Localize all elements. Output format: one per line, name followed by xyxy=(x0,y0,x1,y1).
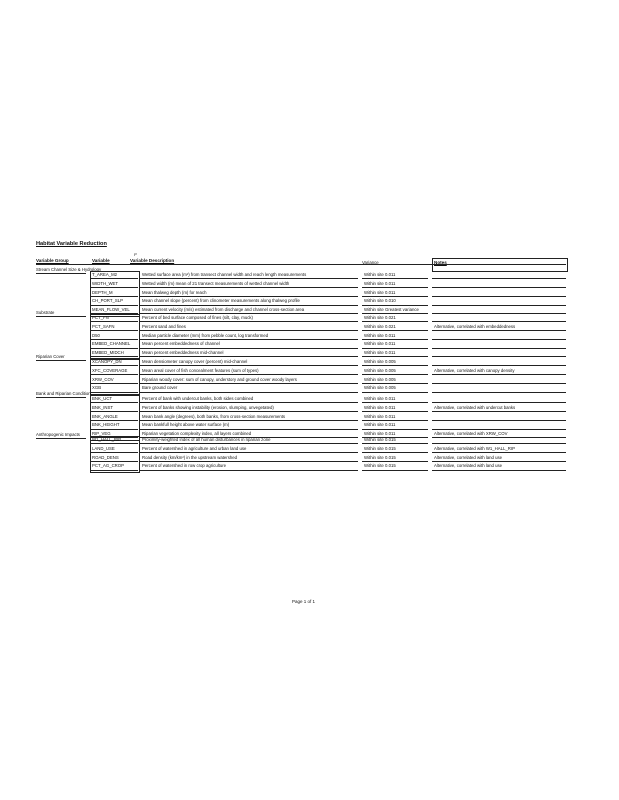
row-rule xyxy=(362,402,428,403)
variable-code: PCT_AG_CROP xyxy=(92,463,124,469)
variable-description: Wetted surface area (m²) from transect channel width and reach length measurements xyxy=(142,272,307,277)
variable-code: T_AREA_M2 xyxy=(92,272,118,277)
variable-description: Bare ground cover xyxy=(142,385,178,391)
variable-code: WIDTH_WET xyxy=(92,280,119,286)
variable-description: Percent of watershed in agriculture and urban land use xyxy=(142,445,247,451)
group-heading: Substrate xyxy=(36,310,55,315)
row-rule xyxy=(432,356,566,357)
row-rule xyxy=(140,402,358,403)
header-variance: Variance xyxy=(362,260,379,265)
row-note: Alternative, correlated with land use xyxy=(434,454,503,460)
variance-value: Within site 0.005 xyxy=(364,359,396,364)
variable-code: PCT_SAFN xyxy=(92,323,115,329)
variable-code: MEAN_FLOW_VEL xyxy=(92,307,130,313)
row-rule xyxy=(362,383,428,384)
group-heading: Stream Channel Size & Hydrology xyxy=(36,267,102,272)
document-title: Habitat Variable Reduction xyxy=(36,241,107,247)
group-heading: Bank and Riparian Condition xyxy=(36,391,91,396)
row-rule xyxy=(432,383,566,384)
variance-value: Within site 0.005 xyxy=(364,385,396,391)
row-rule xyxy=(432,420,566,421)
row-rule xyxy=(362,420,428,421)
row-note: Alternative, correlated with land use xyxy=(434,463,503,469)
row-rule xyxy=(362,330,428,331)
row-rule xyxy=(432,305,566,306)
variable-description: Mean densiometer canopy cover (percent) mid-channel xyxy=(142,359,248,364)
variable-description: Riparian vegetation complexity index, all layers combined xyxy=(142,431,252,437)
variance-value: Within site 0.011 xyxy=(364,404,396,410)
row-rule xyxy=(432,452,566,453)
row-rule xyxy=(362,305,428,306)
variance-value: Within site Greatest variance xyxy=(364,307,419,313)
row-rule xyxy=(432,429,566,430)
variance-value: Within site 0.011 xyxy=(364,413,396,419)
variable-code: XFC_COVERAGE xyxy=(92,367,128,373)
row-rule xyxy=(432,443,566,444)
variable-description: Proximity-weighted index of all human disturbances in riparian zone xyxy=(142,437,271,442)
variance-value: Within site 0.011 xyxy=(364,350,396,356)
row-rule xyxy=(140,278,358,279)
row-rule xyxy=(432,287,566,288)
variance-value: Within site 0.021 xyxy=(364,323,396,329)
group-box xyxy=(90,358,140,395)
row-rule xyxy=(362,321,428,322)
header-r2: r² xyxy=(134,252,137,257)
variable-description: Mean percent embeddedness mid-channel xyxy=(142,350,224,356)
row-rule xyxy=(432,296,566,297)
variable-description: Percent of banks showing instability (erosion, slumping, unvegetated) xyxy=(142,404,274,410)
row-rule xyxy=(140,452,358,453)
variable-description: Road density (km/km²) in the upstream watershed xyxy=(142,454,238,460)
variance-value: Within site 0.005 xyxy=(364,367,396,373)
variance-value: Within site 0.015 xyxy=(364,454,396,460)
variance-value: Within site 0.010 xyxy=(364,298,396,304)
group-box xyxy=(90,436,140,473)
group-box xyxy=(90,395,140,441)
variance-value: Within site 0.015 xyxy=(364,463,396,469)
row-rule xyxy=(362,278,428,279)
variable-code: BNK_HEIGHT xyxy=(92,422,120,428)
row-note: Alternative, correlated with embeddedness xyxy=(434,323,516,329)
variable-code: W1_HALL_RIP xyxy=(92,437,122,442)
row-rule xyxy=(140,365,358,366)
group-box xyxy=(90,271,140,317)
variance-value: Within site 0.011 xyxy=(364,272,396,277)
row-rule xyxy=(362,443,428,444)
variable-description: Mean bankfull height above water surface (m) xyxy=(142,422,230,428)
variance-value: Within site 0.011 xyxy=(364,396,396,401)
variable-code: EMBED_CHANNEL xyxy=(92,341,131,347)
variable-description: Mean current velocity (m/s) estimated from discharge and channel cross-section area xyxy=(142,307,305,313)
row-rule xyxy=(362,470,428,471)
group-rule xyxy=(36,273,86,274)
variable-code: PCT_FN xyxy=(92,315,109,320)
group-heading: Riparian Cover xyxy=(36,354,65,359)
variable-code: DEPTH_M xyxy=(92,289,113,295)
group-box xyxy=(90,314,140,360)
row-note: Alternative, correlated with canopy density xyxy=(434,367,515,373)
variance-value: Within site 0.011 xyxy=(364,422,396,428)
variable-code: D50 xyxy=(92,332,100,338)
variable-description: Percent of watershed in row crop agriculture xyxy=(142,463,227,469)
row-rule xyxy=(432,313,566,314)
row-rule xyxy=(140,470,358,471)
row-rule xyxy=(140,339,358,340)
variable-code: XRW_COV xyxy=(92,376,114,382)
variable-description: Mean channel slope (percent) from clinometer measurements along thalweg profile xyxy=(142,298,300,304)
variable-description: Mean thalweg depth (m) for reach xyxy=(142,289,207,295)
row-rule xyxy=(362,374,428,375)
row-rule xyxy=(432,392,566,393)
row-rule xyxy=(362,356,428,357)
variable-code: ROAD_DENS xyxy=(92,454,119,460)
row-note: Alternative, correlated with XRW_COV xyxy=(434,431,508,437)
page-footer: Page 1 of 1 xyxy=(292,599,316,604)
variable-description: Median particle diameter (mm) from pebble count, log transformed xyxy=(142,332,269,338)
row-rule xyxy=(432,461,566,462)
row-rule xyxy=(140,296,358,297)
variance-value: Within site 0.015 xyxy=(364,437,396,442)
variable-code: CH_PORT_SLP xyxy=(92,298,123,304)
row-rule xyxy=(140,429,358,430)
group-rule xyxy=(36,316,86,317)
variance-value: Within site 0.015 xyxy=(364,445,396,451)
variable-code: LAND_USE xyxy=(92,445,115,451)
row-rule xyxy=(362,339,428,340)
row-rule xyxy=(432,321,566,322)
row-rule xyxy=(140,374,358,375)
row-rule xyxy=(432,437,566,438)
row-rule xyxy=(140,420,358,421)
header-group: Variable Group xyxy=(36,258,69,263)
variable-code: RIP_VEG xyxy=(92,431,111,437)
group-rule xyxy=(36,397,86,398)
row-rule xyxy=(432,278,566,279)
variable-description: Percent of bed surface composed of fines (silt, clay, muck) xyxy=(142,315,253,320)
group-rule xyxy=(36,360,86,361)
group-rule xyxy=(36,438,86,439)
variable-description: Wetted width (m) mean of 21 transect measurements of wetted channel width xyxy=(142,280,290,286)
row-rule xyxy=(362,429,428,430)
row-note: Alternative, correlated with undercut banks xyxy=(434,404,516,410)
row-rule xyxy=(140,443,358,444)
row-rule xyxy=(432,374,566,375)
variable-description: Mean areal cover of fish concealment features (sum of types) xyxy=(142,367,259,373)
row-rule xyxy=(140,411,358,412)
header-notes: Notes xyxy=(434,260,447,265)
row-rule xyxy=(362,365,428,366)
variable-description: Percent of bank with undercut banks, both sides combined xyxy=(142,396,254,401)
row-rule xyxy=(432,348,566,349)
variable-code: BNK_INST xyxy=(92,404,114,410)
row-rule xyxy=(362,287,428,288)
row-rule xyxy=(140,392,358,393)
variance-value: Within site 0.005 xyxy=(364,376,396,382)
row-rule xyxy=(140,305,358,306)
row-rule xyxy=(432,365,566,366)
variable-description: Percent sand and fines xyxy=(142,323,186,329)
row-rule xyxy=(140,383,358,384)
variable-code: BNK_UCT xyxy=(92,396,113,401)
row-rule xyxy=(362,296,428,297)
variable-code: BNK_ANGLE xyxy=(92,413,118,419)
row-rule xyxy=(432,330,566,331)
notes-header-box xyxy=(432,258,568,272)
row-rule xyxy=(140,330,358,331)
variance-value: Within site 0.011 xyxy=(364,280,396,286)
variable-code: XGB xyxy=(92,385,102,391)
row-rule xyxy=(432,402,566,403)
variance-value: Within site 0.011 xyxy=(364,431,396,437)
row-rule xyxy=(362,452,428,453)
row-rule xyxy=(140,321,358,322)
group-heading: Anthropogenic Impacts xyxy=(36,432,80,437)
variance-value: Within site 0.011 xyxy=(364,289,396,295)
row-note: Alternative, correlated with W1_HALL_RIP xyxy=(434,445,515,451)
variable-description: Riparian woody cover: sum of canopy, understory and ground cover woody layers xyxy=(142,376,297,382)
row-rule xyxy=(140,287,358,288)
variable-code: XCANOPY_DN xyxy=(92,359,122,364)
variance-value: Within site 0.011 xyxy=(364,341,396,347)
variable-description: Mean percent embeddedness of channel xyxy=(142,341,220,347)
row-rule xyxy=(362,461,428,462)
row-rule xyxy=(140,348,358,349)
header-variable: Variable xyxy=(92,258,110,263)
row-rule xyxy=(362,411,428,412)
row-rule xyxy=(140,356,358,357)
variance-value: Within site 0.011 xyxy=(364,332,396,338)
variable-description: Mean bank angle (degrees), both banks, from cross-section measurements xyxy=(142,413,286,419)
variance-value: Within site 0.021 xyxy=(364,315,396,320)
row-rule xyxy=(362,348,428,349)
row-rule xyxy=(432,470,566,471)
row-rule xyxy=(432,411,566,412)
row-rule xyxy=(140,461,358,462)
row-rule xyxy=(362,392,428,393)
header-description: Variable Description xyxy=(130,258,175,263)
variable-code: EMBED_MIDCH xyxy=(92,350,124,356)
row-rule xyxy=(432,339,566,340)
